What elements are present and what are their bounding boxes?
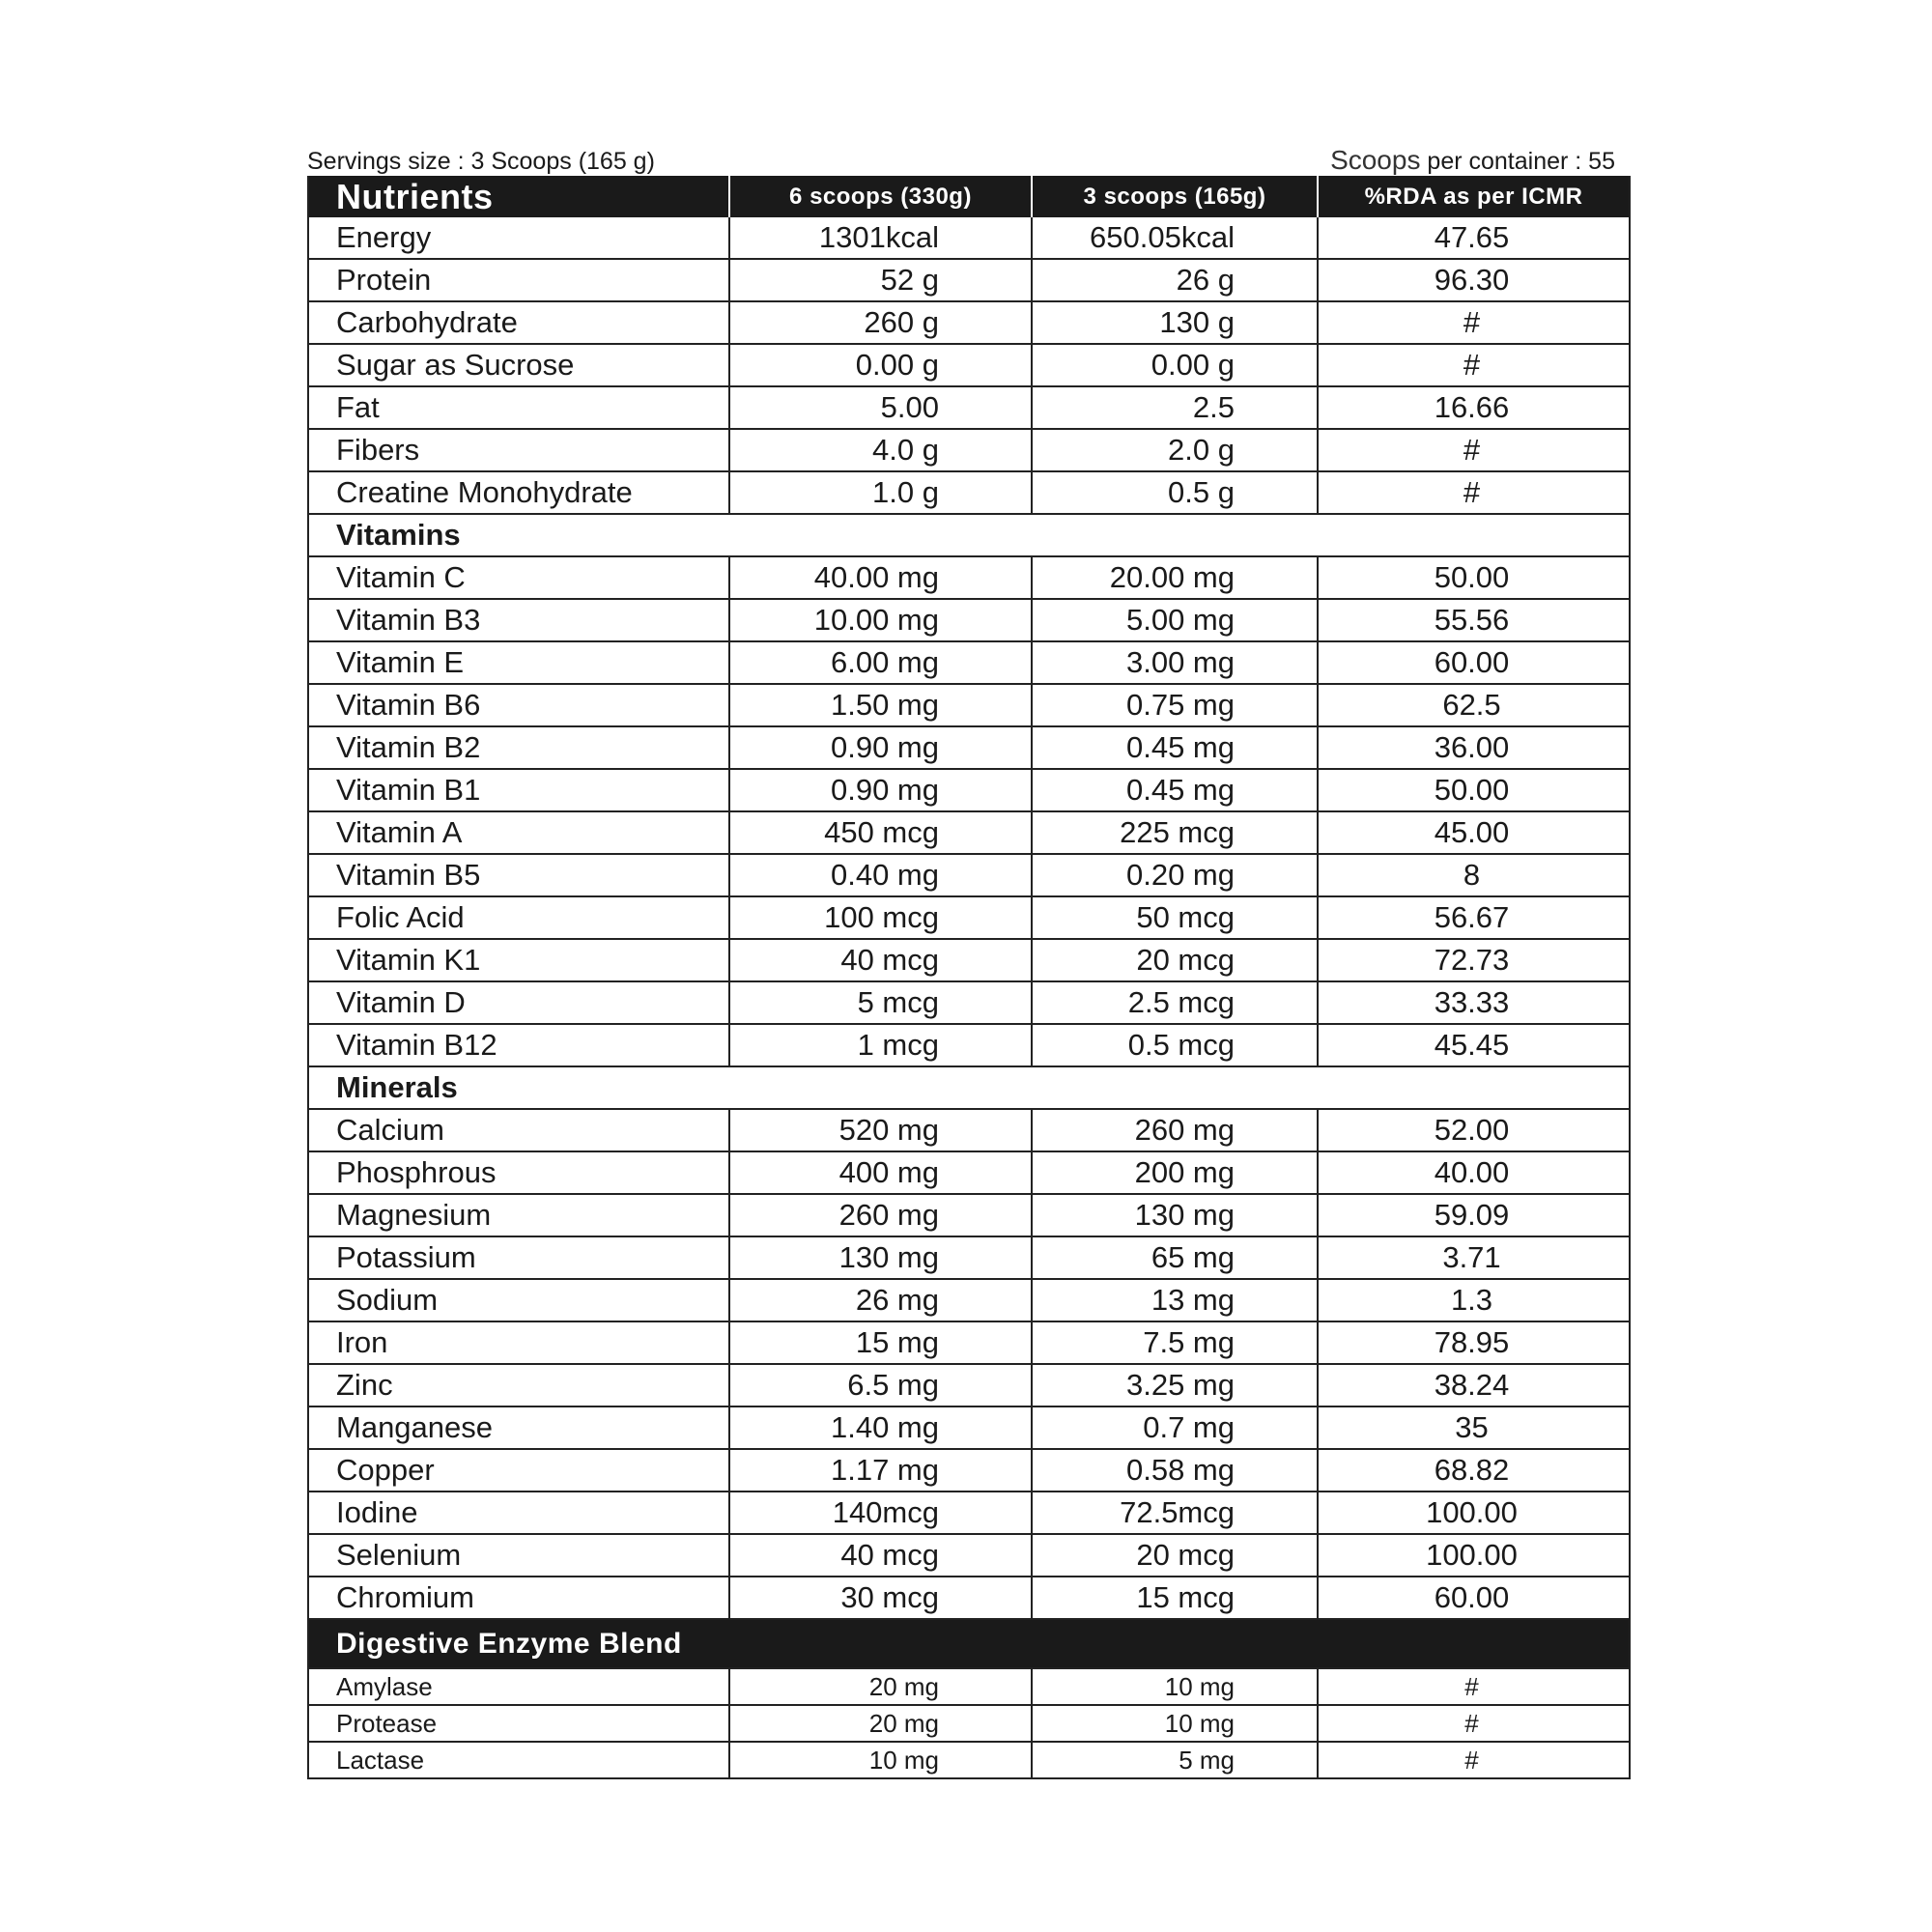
value-3-scoops: 50 mcg [1032,896,1318,939]
nutrient-name: Vitamin B12 [308,1024,729,1066]
value-3-scoops: 5 mg [1032,1742,1318,1778]
table-row [308,1321,1630,1364]
value-3-scoops: 20 mcg [1032,1534,1318,1577]
value-3-scoops: 15 mcg [1032,1577,1318,1619]
value-3-scoops: 0.5 g [1032,471,1318,514]
nutrient-name: Iodine [308,1492,729,1534]
value-6-scoops: 520 mg [729,1109,1032,1151]
table-row [308,1151,1630,1194]
rda-percent: 36.00 [1318,726,1630,769]
table-row [308,641,1630,684]
table-row [308,854,1630,896]
value-6-scoops: 5 mcg [729,981,1032,1024]
value-6-scoops: 30 mcg [729,1577,1032,1619]
value-3-scoops: 20.00 mg [1032,556,1318,599]
value-6-scoops: 1.50 mg [729,684,1032,726]
rda-percent: 100.00 [1318,1534,1630,1577]
value-6-scoops: 10 mg [729,1742,1032,1778]
value-6-scoops: 1301kcal [729,217,1032,259]
rda-percent: 3.71 [1318,1236,1630,1279]
table-row [308,939,1630,981]
header-rda: %RDA as per ICMR [1318,176,1630,217]
value-6-scoops: 40 mcg [729,939,1032,981]
rda-percent: 38.24 [1318,1364,1630,1406]
nutrient-name: Vitamin E [308,641,729,684]
rda-percent: 60.00 [1318,641,1630,684]
nutrient-name: Zinc [308,1364,729,1406]
nutrient-name: Phosphrous [308,1151,729,1194]
value-3-scoops: 130 mg [1032,1194,1318,1236]
value-6-scoops: 1 mcg [729,1024,1032,1066]
value-3-scoops: 0.7 mg [1032,1406,1318,1449]
table-row [308,1236,1630,1279]
table-row [308,429,1630,471]
nutrient-name: Iron [308,1321,729,1364]
nutrient-name: Vitamin B5 [308,854,729,896]
scoops-per-container [1330,145,1615,176]
value-3-scoops: 130 g [1032,301,1318,344]
table-row [308,726,1630,769]
table-row [308,981,1630,1024]
rda-percent: # [1318,1742,1630,1778]
value-6-scoops: 0.90 mg [729,769,1032,811]
table-row [308,1279,1630,1321]
value-3-scoops: 2.5 [1032,386,1318,429]
nutrition-facts-panel [307,141,1629,1779]
value-6-scoops: 1.17 mg [729,1449,1032,1492]
value-3-scoops: 0.45 mg [1032,726,1318,769]
value-6-scoops: 400 mg [729,1151,1032,1194]
enzyme-section [308,1619,1630,1668]
nutrient-name: Vitamin B2 [308,726,729,769]
value-3-scoops: 10 mg [1032,1668,1318,1705]
rda-percent: 52.00 [1318,1109,1630,1151]
value-3-scoops: 0.75 mg [1032,684,1318,726]
value-3-scoops: 0.58 mg [1032,1449,1318,1492]
table-row [308,1109,1630,1151]
table-row [308,684,1630,726]
value-3-scoops: 72.5mcg [1032,1492,1318,1534]
table-row [308,259,1630,301]
table-row [308,471,1630,514]
value-3-scoops: 5.00 mg [1032,599,1318,641]
rda-percent: 68.82 [1318,1449,1630,1492]
nutrient-name: Lactase [308,1742,729,1778]
rda-percent: # [1318,1668,1630,1705]
nutrient-name: Protease [308,1705,729,1742]
value-3-scoops: 0.5 mcg [1032,1024,1318,1066]
nutrient-name: Protein [308,259,729,301]
table-row [308,1577,1630,1619]
value-6-scoops: 26 mg [729,1279,1032,1321]
table-header [308,176,1630,217]
value-3-scoops: 13 mg [1032,1279,1318,1321]
value-6-scoops: 6.00 mg [729,641,1032,684]
value-3-scoops: 3.25 mg [1032,1364,1318,1406]
nutrient-name: Chromium [308,1577,729,1619]
value-6-scoops: 140mcg [729,1492,1032,1534]
value-3-scoops: 26 g [1032,259,1318,301]
rda-percent: # [1318,301,1630,344]
rda-percent: 50.00 [1318,556,1630,599]
value-3-scoops: 0.00 g [1032,344,1318,386]
value-6-scoops: 260 g [729,301,1032,344]
vitamins-section [308,514,1630,556]
nutrient-name: Energy [308,217,729,259]
rda-percent: 45.00 [1318,811,1630,854]
rda-percent: 96.30 [1318,259,1630,301]
table-row [308,1364,1630,1406]
value-3-scoops: 2.5 mcg [1032,981,1318,1024]
rda-percent: 8 [1318,854,1630,896]
header-3-scoops: 3 scoops (165g) [1032,176,1318,217]
table-row [308,1024,1630,1066]
nutrient-name: Fat [308,386,729,429]
value-6-scoops: 130 mg [729,1236,1032,1279]
value-6-scoops: 40.00 mg [729,556,1032,599]
rda-percent: 100.00 [1318,1492,1630,1534]
rda-percent: 35 [1318,1406,1630,1449]
value-6-scoops: 40 mcg [729,1534,1032,1577]
nutrient-name: Vitamin B3 [308,599,729,641]
value-3-scoops: 65 mg [1032,1236,1318,1279]
table-row [308,1705,1630,1742]
value-3-scoops: 7.5 mg [1032,1321,1318,1364]
rda-percent: 56.67 [1318,896,1630,939]
nutrient-name: Sugar as Sucrose [308,344,729,386]
value-6-scoops: 1.40 mg [729,1406,1032,1449]
nutrient-name: Sodium [308,1279,729,1321]
value-3-scoops: 260 mg [1032,1109,1318,1151]
nutrition-table [307,176,1631,1779]
value-3-scoops: 650.05kcal [1032,217,1318,259]
value-6-scoops: 6.5 mg [729,1364,1032,1406]
rda-percent: 78.95 [1318,1321,1630,1364]
value-6-scoops: 5.00 [729,386,1032,429]
value-6-scoops: 20 mg [729,1668,1032,1705]
table-row [308,896,1630,939]
rda-percent: 47.65 [1318,217,1630,259]
minerals-section [308,1066,1630,1109]
table-row [308,386,1630,429]
table-body [308,217,1630,1778]
serving-size: Servings size : 3 Scoops (165 g) [307,148,655,175]
table-row [308,1492,1630,1534]
value-6-scoops: 20 mg [729,1705,1032,1742]
value-6-scoops: 10.00 mg [729,599,1032,641]
table-row [308,301,1630,344]
value-6-scoops: 100 mcg [729,896,1032,939]
rda-percent: 40.00 [1318,1151,1630,1194]
table-row [308,1534,1630,1577]
scoops-word: Scoops [1330,145,1421,175]
value-3-scoops: 0.45 mg [1032,769,1318,811]
table-row [308,1406,1630,1449]
table-row [308,217,1630,259]
nutrient-name: Vitamin A [308,811,729,854]
value-3-scoops: 10 mg [1032,1705,1318,1742]
rda-percent: # [1318,429,1630,471]
rda-percent: 33.33 [1318,981,1630,1024]
rda-percent: 55.56 [1318,599,1630,641]
minerals-section-label: Minerals [308,1066,1630,1109]
nutrient-name: Creatine Monohydrate [308,471,729,514]
value-3-scoops: 3.00 mg [1032,641,1318,684]
value-6-scoops: 1.0 g [729,471,1032,514]
per-container-text: per container : 55 [1427,148,1615,175]
value-6-scoops: 0.00 g [729,344,1032,386]
nutrient-name: Manganese [308,1406,729,1449]
table-row [308,1449,1630,1492]
rda-percent: 50.00 [1318,769,1630,811]
table-row [308,811,1630,854]
nutrient-name: Vitamin B6 [308,684,729,726]
rda-percent: # [1318,344,1630,386]
rda-percent: 45.45 [1318,1024,1630,1066]
nutrient-name: Vitamin D [308,981,729,1024]
table-row [308,1668,1630,1705]
nutrient-name: Selenium [308,1534,729,1577]
nutrient-name: Vitamin C [308,556,729,599]
rda-percent: 59.09 [1318,1194,1630,1236]
table-row [308,769,1630,811]
rda-percent: 1.3 [1318,1279,1630,1321]
rda-percent: 60.00 [1318,1577,1630,1619]
rda-percent: # [1318,471,1630,514]
value-6-scoops: 450 mcg [729,811,1032,854]
header-nutrients: Nutrients [308,176,729,217]
value-6-scoops: 260 mg [729,1194,1032,1236]
value-3-scoops: 200 mg [1032,1151,1318,1194]
nutrient-name: Copper [308,1449,729,1492]
value-6-scoops: 0.90 mg [729,726,1032,769]
enzyme-section-label: Digestive Enzyme Blend [308,1619,1630,1668]
table-row [308,344,1630,386]
nutrient-name: Folic Acid [308,896,729,939]
nutrient-name: Fibers [308,429,729,471]
rda-percent: 62.5 [1318,684,1630,726]
value-3-scoops: 0.20 mg [1032,854,1318,896]
table-row [308,599,1630,641]
rda-percent: # [1318,1705,1630,1742]
serving-info [307,141,1629,176]
table-row [308,556,1630,599]
rda-percent: 16.66 [1318,386,1630,429]
value-6-scoops: 15 mg [729,1321,1032,1364]
nutrient-name: Vitamin K1 [308,939,729,981]
nutrient-name: Carbohydrate [308,301,729,344]
nutrient-name: Potassium [308,1236,729,1279]
nutrient-name: Magnesium [308,1194,729,1236]
value-3-scoops: 225 mcg [1032,811,1318,854]
nutrient-name: Calcium [308,1109,729,1151]
nutrient-name: Vitamin B1 [308,769,729,811]
header-6-scoops: 6 scoops (330g) [729,176,1032,217]
table-row [308,1194,1630,1236]
value-6-scoops: 0.40 mg [729,854,1032,896]
value-6-scoops: 52 g [729,259,1032,301]
table-row [308,1742,1630,1778]
vitamins-section-label: Vitamins [308,514,1630,556]
nutrient-name: Amylase [308,1668,729,1705]
value-3-scoops: 2.0 g [1032,429,1318,471]
rda-percent: 72.73 [1318,939,1630,981]
value-6-scoops: 4.0 g [729,429,1032,471]
value-3-scoops: 20 mcg [1032,939,1318,981]
